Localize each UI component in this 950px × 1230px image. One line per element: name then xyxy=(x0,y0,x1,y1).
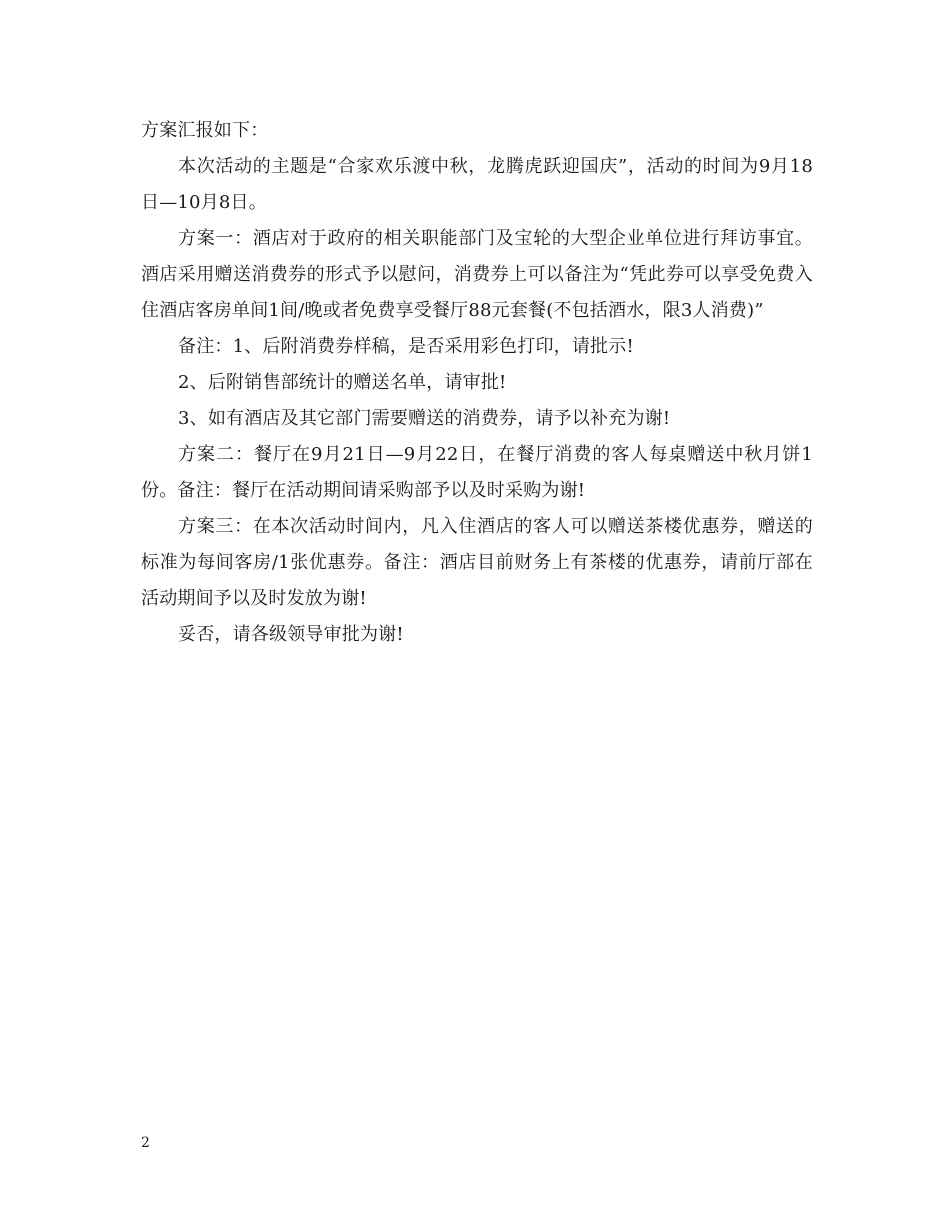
paragraph-closing: 妥否，请各级领导审批为谢! xyxy=(178,624,404,645)
paragraph-plan-three: 方案三：在本次活动时间内，凡入住酒店的客人可以赠送茶楼优惠券，赠送的标准为每间客房/1张优惠券。备注：酒店目前财务上有茶楼的优惠券，请前厅部在活动期间予以及时发放为谢! xyxy=(141,516,813,609)
paragraph-plan-two: 方案二：餐厅在9月21日—9月22日，在餐厅消费的客人每桌赠送中秋月饼1份。备注：餐厅在活动期间请采购部予以及时采购为谢! xyxy=(141,444,813,501)
paragraph-note-one: 备注：1、后附消费券样稿，是否采用彩色打印，请批示! xyxy=(178,336,634,357)
paragraph-note-three: 3、如有酒店及其它部门需要赠送的消费券，请予以补充为谢! xyxy=(178,408,671,429)
paragraph-plan-one: 方案一：酒店对于政府的相关职能部门及宝轮的大型企业单位进行拜访事宜。酒店采用赠送消费券的形式予以慰问，消费券上可以备注为“凭此券可以享受免费入住酒店客房单间1间/晚或者免费享受餐厅88元套餐(不包括酒水，限3人消费)” xyxy=(141,228,813,321)
page-number: 2 xyxy=(141,1135,150,1151)
paragraph-intro: 方案汇报如下： xyxy=(141,120,269,141)
document-body xyxy=(141,113,813,653)
paragraph-theme: 本次活动的主题是“合家欢乐渡中秋，龙腾虎跃迎国庆”，活动的时间为9月18日—10月8日。 xyxy=(141,156,813,213)
paragraph-note-two: 2、后附销售部统计的赠送名单，请审批! xyxy=(178,372,507,393)
